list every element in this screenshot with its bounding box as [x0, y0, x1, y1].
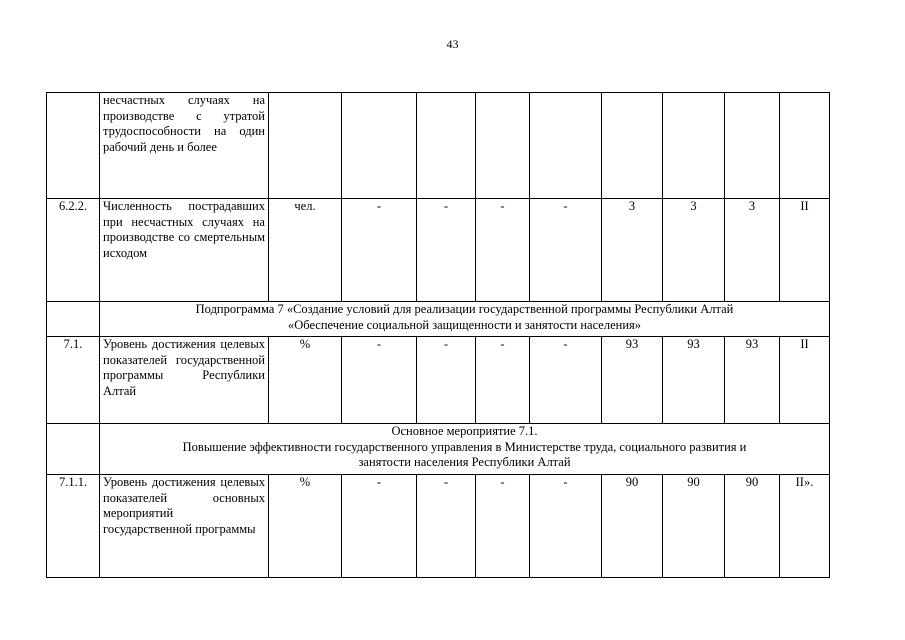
- section-heading-line: занятости населения Республики Алтай: [358, 455, 571, 469]
- value-cell: 93: [602, 337, 663, 424]
- value-cell: 3: [663, 199, 725, 302]
- value-cell: 3: [602, 199, 663, 302]
- value-cell: [663, 93, 725, 199]
- value-cell: -: [530, 199, 602, 302]
- value-cell: [342, 93, 417, 199]
- value-cell: -: [342, 475, 417, 578]
- row-number: [47, 424, 100, 475]
- value-cell: -: [417, 199, 476, 302]
- row-number: 6.2.2.: [47, 199, 100, 302]
- row-number: 7.1.1.: [47, 475, 100, 578]
- section-heading-line: «Обеспечение социальной защищенности и занятости населения»: [287, 317, 642, 332]
- value-cell: -: [530, 337, 602, 424]
- unit-cell: %: [269, 475, 342, 578]
- value-cell: -: [476, 337, 530, 424]
- value-cell: 90: [602, 475, 663, 578]
- value-cell: 90: [663, 475, 725, 578]
- value-cell: -: [530, 475, 602, 578]
- section-row: [47, 302, 830, 337]
- indicator-name: несчастных случаях на производстве с утратой трудоспособности на один рабочий день и более: [100, 93, 269, 199]
- unit-cell: чел.: [269, 199, 342, 302]
- unit-cell: %: [269, 337, 342, 424]
- period-cell: II: [780, 199, 830, 302]
- period-cell: [780, 93, 830, 199]
- value-cell: -: [417, 337, 476, 424]
- row-number: [47, 302, 100, 337]
- period-cell: II: [780, 337, 830, 424]
- value-cell: -: [342, 337, 417, 424]
- value-cell: [417, 93, 476, 199]
- value-cell: -: [476, 475, 530, 578]
- row-number: 7.1.: [47, 337, 100, 424]
- value-cell: 93: [663, 337, 725, 424]
- section-heading-line: Повышение эффективности государственного управления в Министерстве труда, социального развития и: [182, 439, 747, 454]
- unit-cell: [269, 93, 342, 199]
- section-heading-line: Основное мероприятие 7.1.: [391, 424, 538, 438]
- value-cell: [476, 93, 530, 199]
- value-cell: 3: [725, 199, 780, 302]
- period-cell: II».: [780, 475, 830, 578]
- table-row: [47, 337, 830, 424]
- section-heading-line: Подпрограмма 7 «Создание условий для реализации государственной программы Республики Алтай: [195, 302, 734, 316]
- section-row: [47, 424, 830, 475]
- table-row: [47, 475, 830, 578]
- section-heading: [100, 424, 830, 475]
- indicator-name: Уровень достижения целевых показателей основных мероприятий государственной программы: [100, 475, 269, 578]
- value-cell: -: [476, 199, 530, 302]
- value-cell: 90: [725, 475, 780, 578]
- table-row: [47, 199, 830, 302]
- row-number: [47, 93, 100, 199]
- value-cell: [530, 93, 602, 199]
- indicator-name: Уровень достижения целевых показателей государственной программы Республики Алтай: [100, 337, 269, 424]
- table-row: [47, 93, 830, 199]
- value-cell: -: [342, 199, 417, 302]
- value-cell: 93: [725, 337, 780, 424]
- page-number: 43: [446, 37, 459, 51]
- value-cell: [725, 93, 780, 199]
- value-cell: -: [417, 475, 476, 578]
- section-heading: [100, 302, 830, 337]
- indicator-name: Численность пострадавших при несчастных случаях на производстве со смертельным исходом: [100, 199, 269, 302]
- value-cell: [602, 93, 663, 199]
- indicators-table: [46, 92, 830, 578]
